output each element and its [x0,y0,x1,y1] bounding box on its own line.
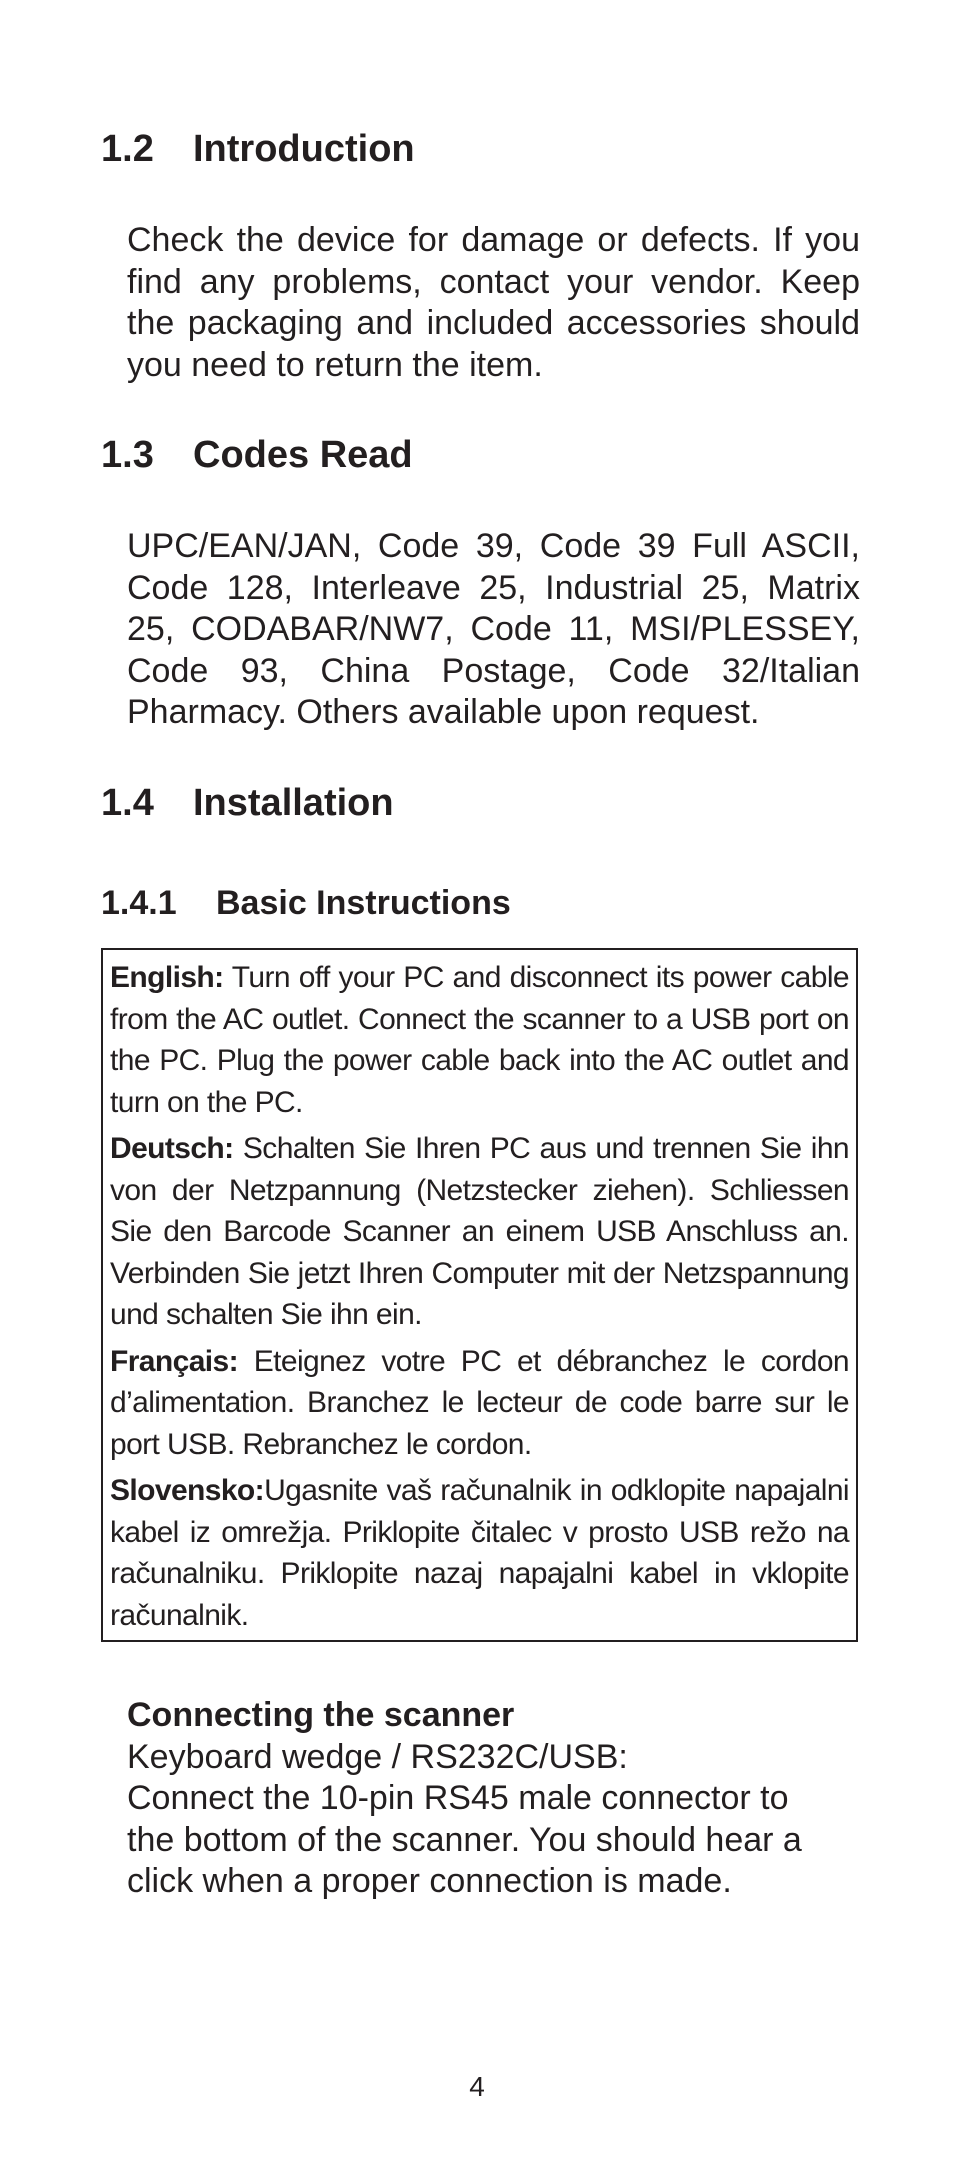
connecting-title: Connecting the scanner [127,1696,515,1734]
instructions-box [101,948,858,1642]
section-title: Codes Read [193,434,413,476]
language-label: Deutsch: [110,1132,234,1165]
subsection-heading-basic-instructions [101,882,511,924]
codes-read-paragraph: UPC/EAN/JAN, Code 39, Code 39 Full ASCII, Code 128, Interleave 25, Industrial 25, Matrix 25, CODABAR/NW7, Code 11, MSI/PLESSEY, Code 93, China Postage, Code 32/Italian Pharmacy. Others available upon request. [127,527,860,731]
connecting-subtitle: Keyboard wedge / RS232C/USB: [127,1737,628,1776]
connecting-line: click when a proper connection is made. [127,1862,732,1900]
instruction-francais [110,1341,849,1466]
language-label: Français: [110,1344,238,1378]
instruction-slovensko [110,1470,849,1636]
section-heading-installation [101,780,394,826]
section-title: Installation [193,782,394,824]
section-heading-codes-read [101,432,413,478]
instruction-text: Ugasnite vaš računalnik in odklopite napajalni kabel iz omrežja. Priklopite čitalec v prosto USB režo na računalniku. Priklopite nazaj napajalni kabel in vklopite računalnik. [110,1474,849,1632]
section-title: Introduction [193,128,415,170]
language-label: English: [110,961,224,994]
connecting-section [127,1695,867,1903]
instruction-text: Schalten Sie Ihren PC aus und trennen Sie ihn von der Netzpannung (Netzstecker ziehen). Schliessen Sie den Barcode Scanner an einem USB Anschluss an. Verbinden Sie jetzt Ihren Computer mit der Netzspannung und schalten Sie ihn ein. [110,1132,849,1331]
section-number: 1.4 [101,782,154,824]
section-number: 1.2 [101,128,154,170]
subsection-number: 1.4.1 [101,884,177,922]
section-heading-introduction [101,126,415,172]
connecting-line: Connect the 10-pin RS45 male connector to [127,1779,789,1817]
page-number: 4 [469,2071,485,2102]
language-label: Slovensko: [110,1474,265,1507]
section-number: 1.3 [101,434,154,476]
subsection-title: Basic Instructions [216,884,511,922]
introduction-paragraph: Check the device for damage or defects. If you find any problems, contact your vendor. Keep the packaging and included accessories should you need to return the item. [127,221,860,384]
instruction-text: Turn off your PC and disconnect its power cable from the AC outlet. Connect the scanner to a USB port on the PC. Plug the power cable back into the AC outlet and turn on the PC. [110,961,849,1119]
connecting-line: the bottom of the scanner. You should hear a [127,1820,802,1859]
instruction-text: Eteignez votre PC et débranchez le cordon d’alimentation. Branchez le lecteur de code barre sur le port USB. Rebranchez le cordon. [110,1344,849,1461]
instruction-deutsch [110,1128,849,1336]
instruction-english [110,957,849,1123]
